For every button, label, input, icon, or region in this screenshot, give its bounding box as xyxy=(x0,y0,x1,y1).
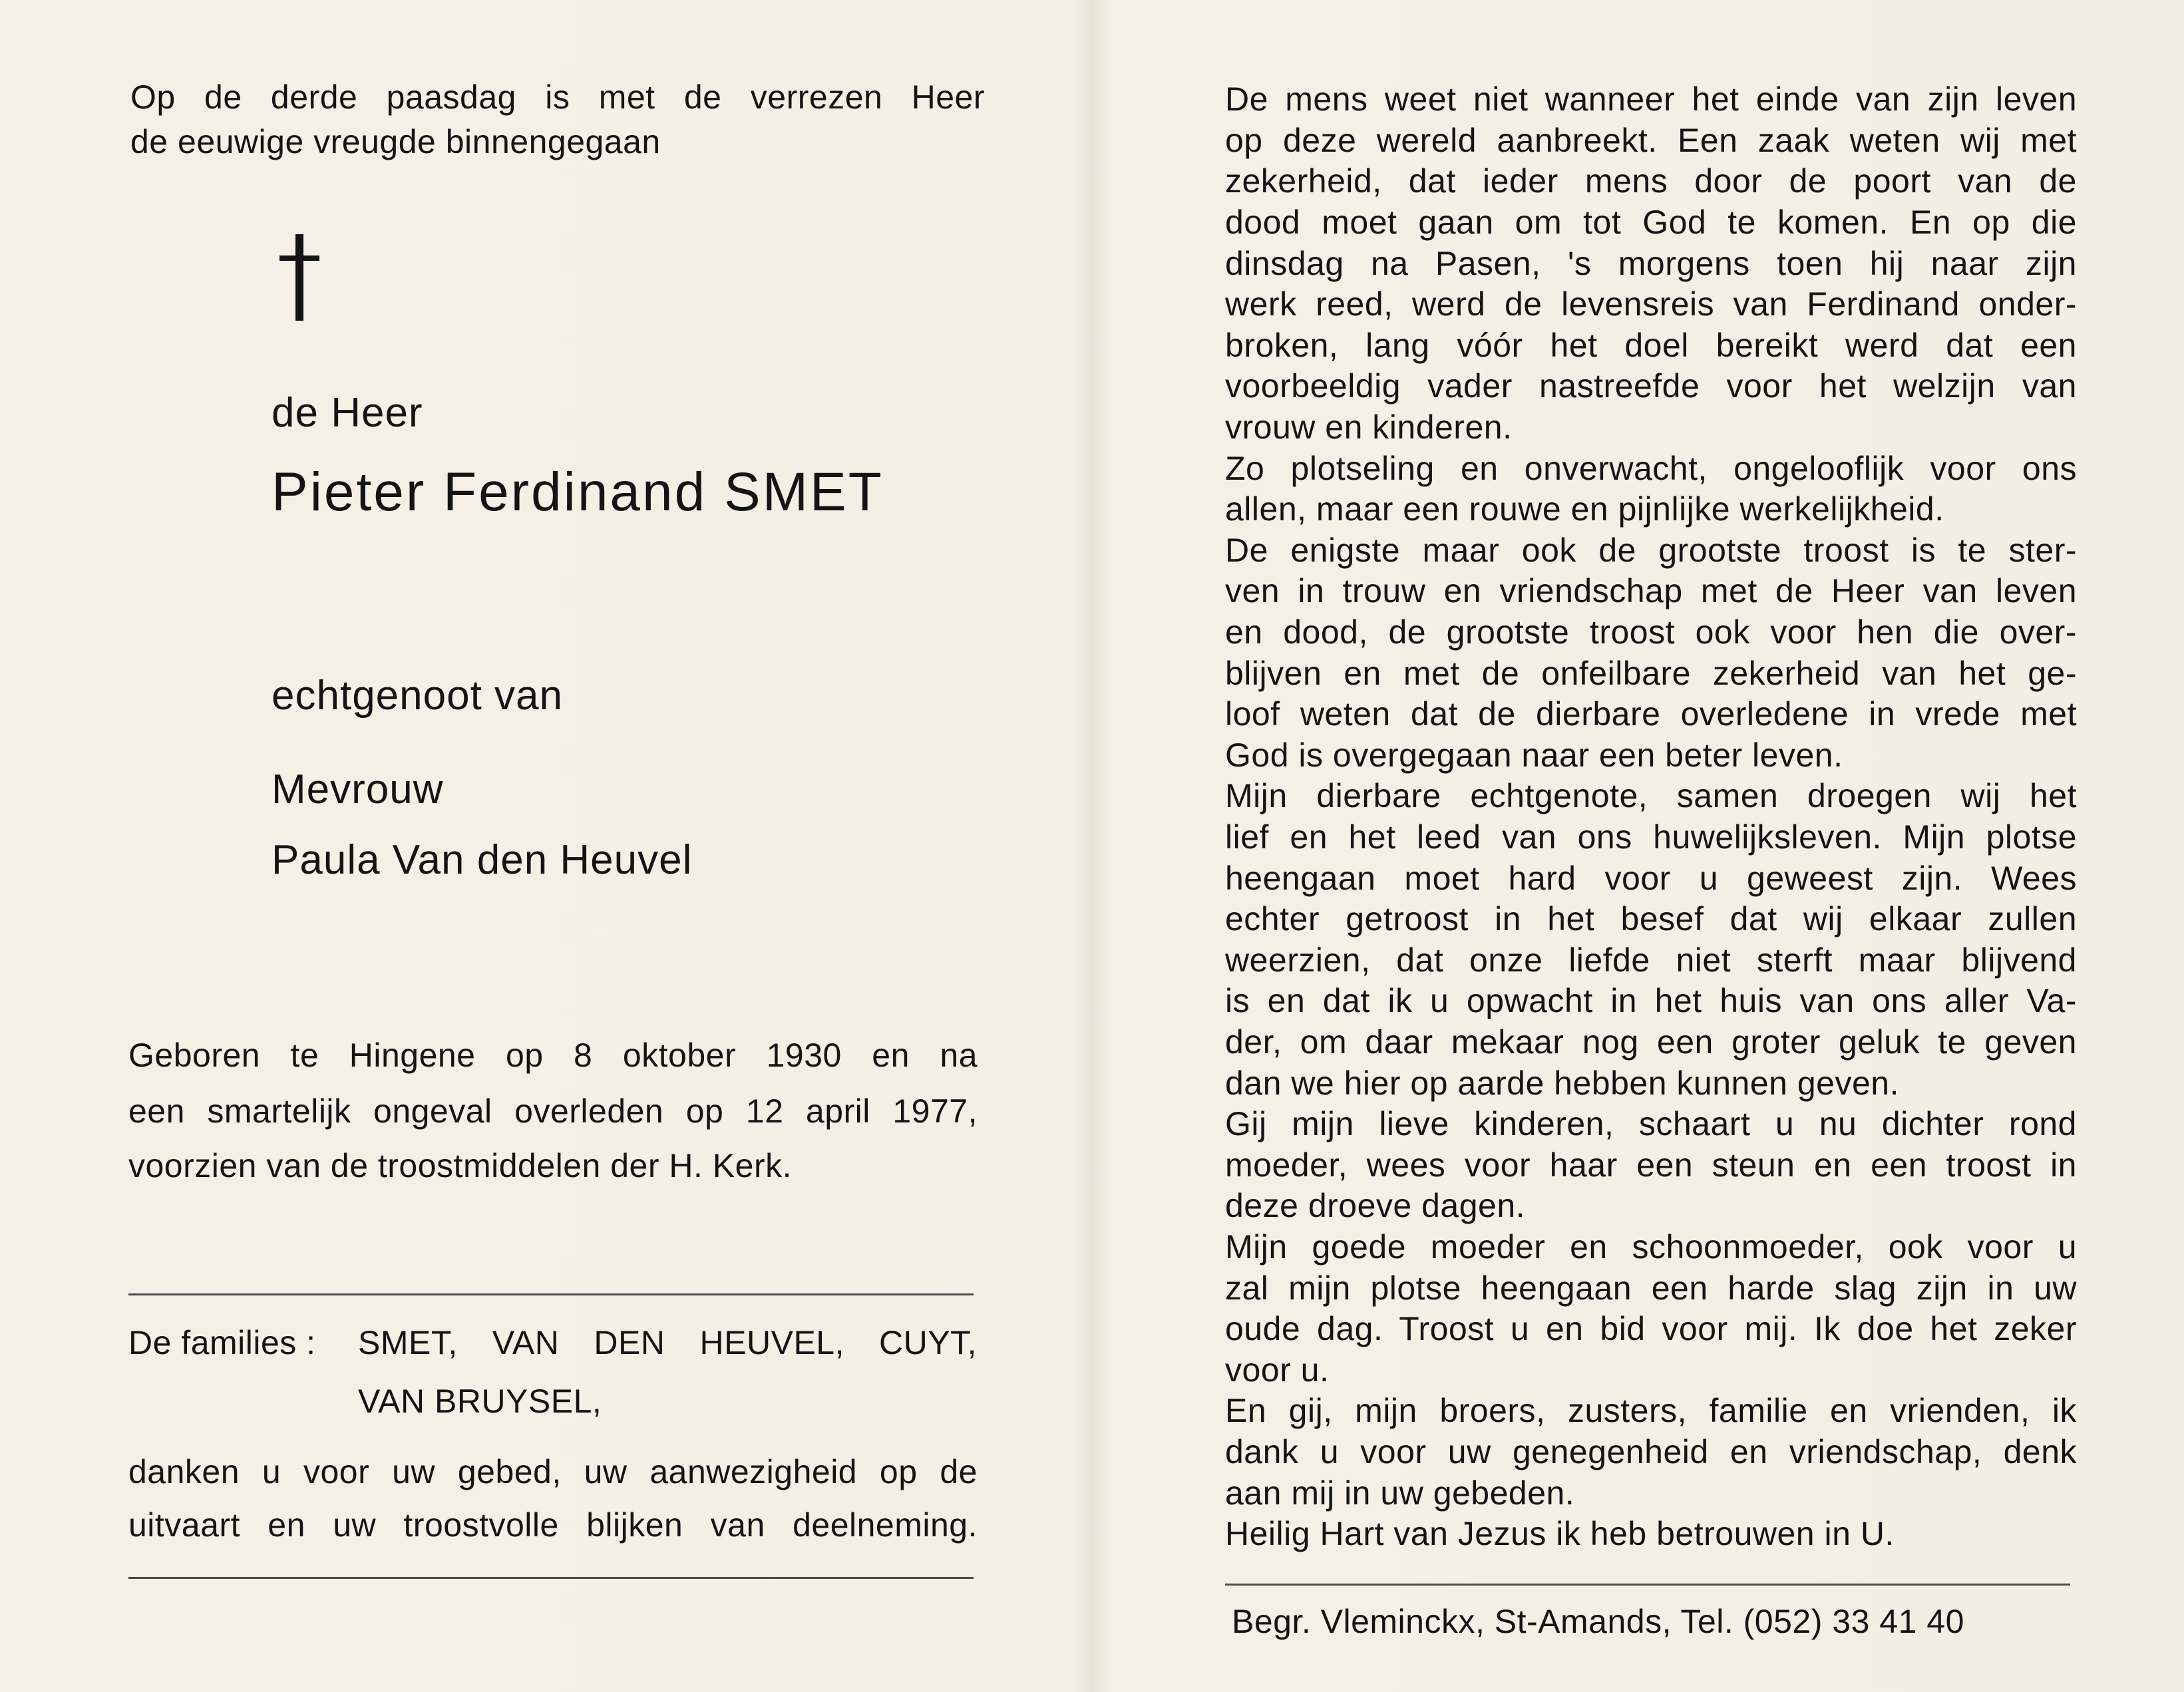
honorific: de Heer xyxy=(272,390,423,436)
text-line: werk reed, werd de levensreis van Ferdinand onder- xyxy=(1225,285,2077,323)
text-line: zekerheid, dat ieder mens door de poort van de xyxy=(1225,162,2077,200)
text-line: dan we hier op aarde hebben kunnen geven. xyxy=(1225,1065,1899,1102)
thanks-line-2: uitvaart en uw troostvolle blijken van deelneming. xyxy=(128,1506,978,1544)
birth-death-line-3: voorzien van de troostmiddelen der H. Kerk. xyxy=(128,1147,792,1184)
text-line: zal mijn plotse heengaan een harde slag zijn in uw xyxy=(1225,1269,2077,1307)
spouse-intro: echtgenoot van xyxy=(272,673,564,719)
text-line: blijven en met de onfeilbare zekerheid van het ge- xyxy=(1225,655,2077,692)
thanks-line-1: danken u voor uw gebed, uw aanwezigheid op de xyxy=(128,1453,978,1490)
text-line: op deze wereld aanbreekt. Een zaak weten wij met xyxy=(1225,122,2077,159)
text-line: voor u. xyxy=(1225,1351,1330,1389)
birth-death-line-2: een smartelijk ongeval overleden op 12 april 1977, xyxy=(128,1093,978,1130)
cross-icon xyxy=(279,234,319,321)
text-line: der, om daar mekaar nog een groter geluk te geven xyxy=(1225,1023,2077,1061)
text-line: voorbeeldig vader nastreefde voor het welzijn van xyxy=(1225,367,2077,405)
families-label: De families : xyxy=(128,1324,316,1361)
text-line: Heilig Hart van Jezus ik heb betrouwen in U. xyxy=(1225,1515,1895,1552)
divider-bottom xyxy=(128,1577,974,1579)
text-line: dinsdag na Pasen, 's morgens toen hij naar zijn xyxy=(1225,245,2077,282)
text-line: Mijn dierbare echtgenote, samen droegen wij het xyxy=(1225,777,2077,814)
families-names-line-2: VAN BRUYSEL, xyxy=(358,1383,602,1420)
spouse-title: Mevrouw xyxy=(272,766,444,812)
spouse-name: Paula Van den Heuvel xyxy=(272,837,693,883)
birth-death-line-1: Geboren te Hingene op 8 oktober 1930 en na xyxy=(128,1037,978,1074)
text-line: is en dat ik u opwacht in het huis van ons aller Va- xyxy=(1225,982,2077,1019)
text-line: vrouw en kinderen. xyxy=(1225,409,1513,446)
text-line: Mijn goede moeder en schoonmoeder, ook voor u xyxy=(1225,1228,2077,1266)
left-panel xyxy=(0,0,1091,1692)
text-line: deze droeve dagen. xyxy=(1225,1187,1526,1224)
text-line: allen, maar een rouwe en pijnlijke werkelijkheid. xyxy=(1225,490,1944,528)
text-line: oude dag. Troost u en bid voor mij. Ik doe het zeker xyxy=(1225,1310,2077,1347)
text-line: weerzien, dat onze liefde niet sterft maar blijvend xyxy=(1225,941,2077,979)
divider-credit xyxy=(1225,1584,2070,1586)
text-line: moeder, wees voor haar een steun en een troost in xyxy=(1225,1146,2077,1184)
families-names-line-1: SMET, VAN DEN HEUVEL, CUYT, xyxy=(358,1324,977,1361)
text-line: Gij mijn lieve kinderen, schaart u nu dichter rond xyxy=(1225,1105,2077,1142)
deceased-name: Pieter Ferdinand SMET xyxy=(272,462,884,522)
text-line: aan mij in uw gebeden. xyxy=(1225,1474,1575,1512)
text-line: De mens weet niet wanneer het einde van zijn leven xyxy=(1225,81,2077,118)
text-line: heengaan moet hard voor u geweest zijn. Wees xyxy=(1225,860,2077,897)
text-line: broken, lang vóór het doel bereikt werd dat een xyxy=(1225,327,2077,364)
right-panel xyxy=(1092,0,2184,1692)
text-line: dank u voor uw genegenheid en vriendschap, denk xyxy=(1225,1433,2077,1470)
text-line: en dood, de grootste troost ook voor hen die over- xyxy=(1225,613,2077,651)
divider-top xyxy=(128,1293,974,1295)
text-line: En gij, mijn broers, zusters, familie en vrienden, ik xyxy=(1225,1392,2077,1429)
text-line: ven in trouw en vriendschap met de Heer van leven xyxy=(1225,572,2077,609)
printer-credit: Begr. Vleminckx, St-Amands, Tel. (052) 33 41 40 xyxy=(1232,1603,1964,1640)
intro-line-1: Op de derde paasdag is met de verrezen Heer xyxy=(130,79,985,116)
text-line: De enigste maar ook de grootste troost is te ster- xyxy=(1225,532,2077,569)
text-line: echter getroost in het besef dat wij elkaar zullen xyxy=(1225,900,2077,937)
intro-line-2: de eeuwige vreugde binnengegaan xyxy=(130,123,661,160)
text-line: lief en het leed van ons huwelijksleven. Mijn plotse xyxy=(1225,818,2077,856)
text-line: Zo plotseling en onverwacht, ongelooflijk voor ons xyxy=(1225,450,2077,487)
text-line: God is overgegaan naar een beter leven. xyxy=(1225,737,1843,774)
text-line: loof weten dat de dierbare overledene in vrede met xyxy=(1225,695,2077,733)
text-line: dood moet gaan om tot God te komen. En op die xyxy=(1225,204,2077,241)
